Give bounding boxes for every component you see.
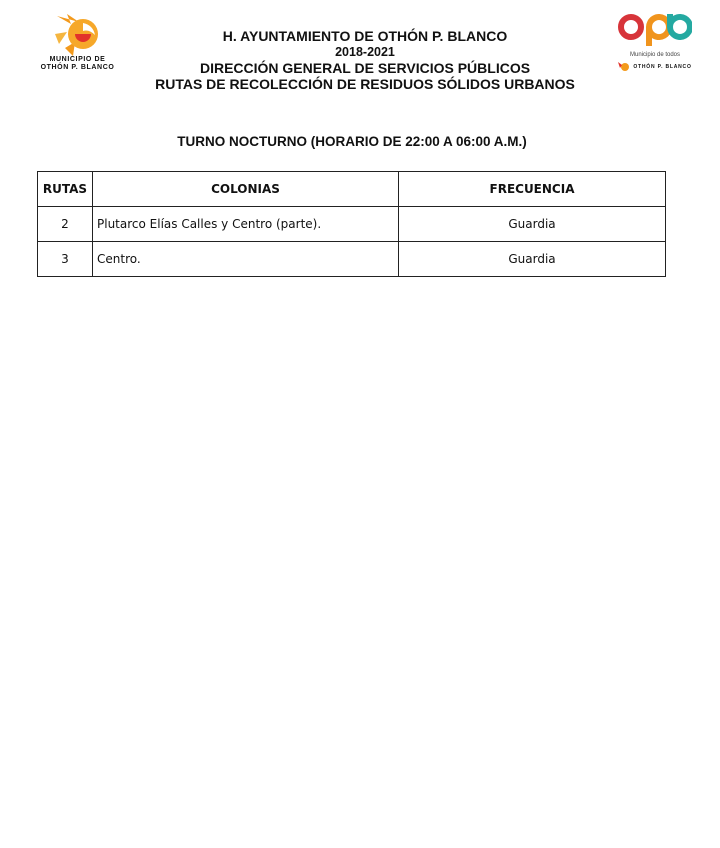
table-row	[38, 207, 666, 242]
routes-table	[37, 171, 666, 277]
header-colonias: COLONIAS	[93, 172, 399, 207]
opb-bottom-row	[605, 62, 705, 72]
sun-logo-icon	[53, 14, 103, 56]
document-header	[130, 28, 600, 92]
table-row	[38, 242, 666, 277]
opb-subtitle: Municipio de todos	[629, 52, 681, 58]
opb-bottom-text: OTHÓN P. BLANCO	[633, 64, 692, 70]
header-line-ayuntamiento: H. AYUNTAMIENTO DE OTHÓN P. BLANCO	[222, 28, 508, 44]
header-line-period: 2018-2021	[335, 45, 395, 59]
header-line-rutas: RUTAS DE RECOLECCIÓN DE RESIDUOS SÓLIDOS URBANOS	[155, 76, 575, 92]
route-colonias: Centro.	[93, 242, 399, 277]
small-sun-logo-icon	[618, 62, 630, 72]
route-number: 3	[38, 242, 93, 277]
route-frequency: Guardia	[399, 242, 666, 277]
opb-logo	[605, 12, 705, 92]
header-line-direccion: DIRECCIÓN GENERAL DE SERVICIOS PÚBLICOS	[199, 60, 531, 76]
header-rutas: RUTAS	[38, 172, 93, 207]
table-header-row	[38, 172, 666, 207]
municipio-label-line1: MUNICIPIO DE	[49, 56, 106, 63]
route-frequency: Guardia	[399, 207, 666, 242]
route-number: 2	[38, 207, 93, 242]
turno-title: TURNO NOCTURNO (HORARIO DE 22:00 A 06:00 A.M.)	[177, 134, 527, 149]
opb-logo-icon	[618, 12, 692, 46]
municipio-label-line2: OTHÓN P. BLANCO	[40, 64, 115, 71]
header-frecuencia: FRECUENCIA	[399, 172, 666, 207]
municipio-logo	[30, 14, 125, 80]
route-colonias: Plutarco Elías Calles y Centro (parte).	[93, 207, 399, 242]
